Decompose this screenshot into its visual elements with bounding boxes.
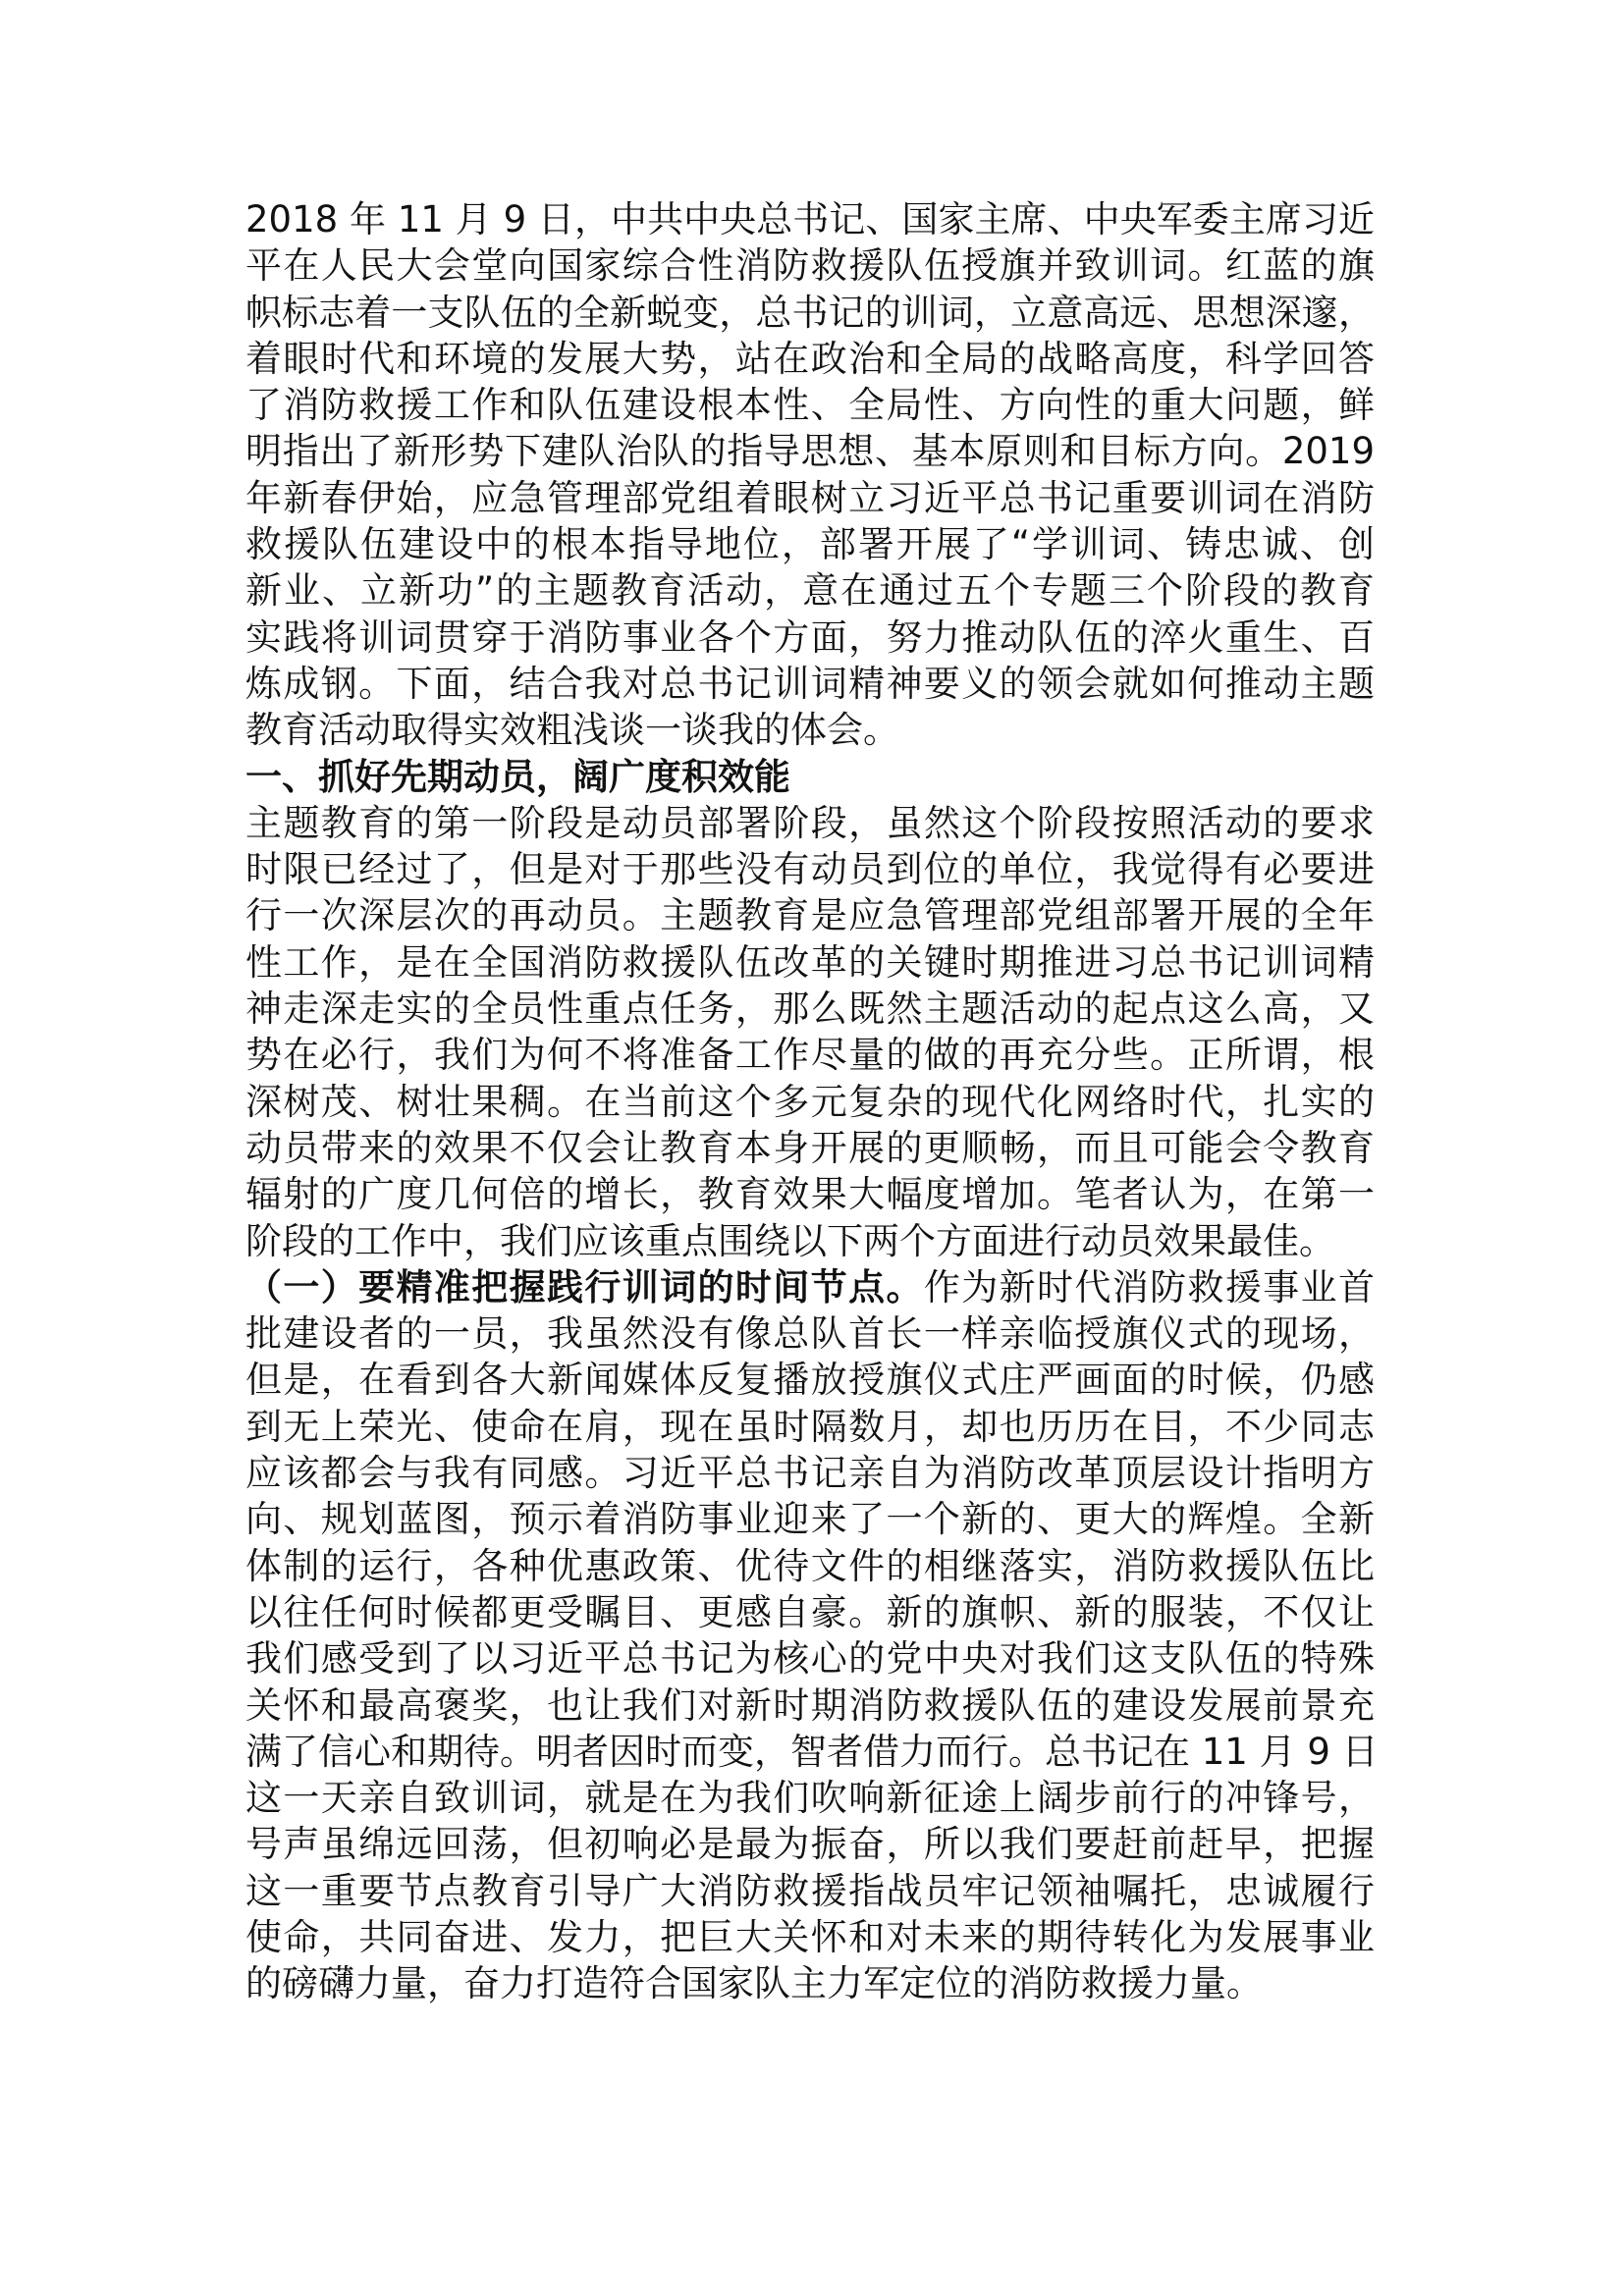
text-line: 明指出了新形势下建队治队的指导思想、基本原则和目标方向。2019 — [245, 430, 1375, 473]
text-line: 应该都会与我有同感。习近平总书记亲自为消防改革顶层设计指明方 — [245, 1452, 1375, 1495]
text-line: 以往任何时候都更受瞩目、更感自豪。新的旗帜、新的服装，不仅让 — [245, 1590, 1375, 1633]
subsection-lead-text: 作为新时代消防救援事业首 — [923, 1265, 1375, 1308]
text-line: 的磅礴力量，奋力打造符合国家队主力军定位的消防救援力量。 — [245, 1962, 1263, 2005]
document-page — [245, 196, 1379, 2007]
text-line: 动员带来的效果不仅会让教育本身开展的更顺畅，而且可能会令教育 — [245, 1126, 1375, 1169]
text-line: 了消防救援工作和队伍建设根本性、全局性、方向性的重大问题，鲜 — [245, 384, 1375, 427]
text-line: 辐射的广度几何倍的增长，教育效果大幅度增加。笔者认为，在第一 — [245, 1173, 1375, 1216]
text-line: 到无上荣光、使命在肩，现在虽时隔数月，却也历历在目，不少同志 — [245, 1405, 1375, 1448]
section-paragraph — [245, 800, 1375, 1264]
text-line: 势在必行，我们为何不将准备工作尽量的做的再充分些。正所谓，根 — [245, 1034, 1375, 1077]
text-line: 年新春伊始，应急管理部党组着眼树立习近平总书记重要训词在消防 — [245, 476, 1375, 519]
text-line: 批建设者的一员，我虽然没有像总队首长一样亲临授旗仪式的现场， — [245, 1312, 1375, 1356]
text-line: 时限已经过了，但是对于那些没有动员到位的单位，我觉得有必要进 — [245, 848, 1375, 891]
text-line: 炼成钢。下面，结合我对总书记训词精神要义的领会就如何推动主题 — [245, 662, 1375, 705]
text-line: 新业、立新功”的主题教育活动，意在通过五个专题三个阶段的教育 — [245, 569, 1375, 613]
text-line: 深树茂、树壮果稠。在当前这个多元复杂的现代化网络时代，扎实的 — [245, 1080, 1375, 1123]
text-line: 关怀和最高褒奖，也让我们对新时期消防救援队伍的建设发展前景充 — [245, 1683, 1375, 1727]
text-line: 这一天亲自致训词，就是在为我们吹响新征途上阔步前行的冲锋号， — [245, 1777, 1375, 1820]
subsection-heading: （一）要精准把握践行训词的时间节点。 — [245, 1265, 924, 1308]
text-line: 帜标志着一支队伍的全新蜕变，总书记的训词，立意高远、思想深邃， — [245, 291, 1375, 334]
text-line: 使命，共同奋进、发力，把巨大关怀和对未来的期待转化为发展事业 — [245, 1915, 1375, 1958]
text-line: 主题教育的第一阶段是动员部署阶段，虽然这个阶段按照活动的要求 — [245, 801, 1375, 844]
text-line: 性工作，是在全国消防救援队伍改革的关键时期推进习总书记训词精 — [245, 940, 1375, 984]
text-line — [245, 1264, 1375, 1310]
text-line: 神走深走实的全员性重点任务，那么既然主题活动的起点这么高，又 — [245, 988, 1375, 1031]
text-line: 2018 年 11 月 9 日，中共中央总书记、国家主席、中央军委主席习近 — [245, 198, 1375, 240]
text-line: 这一重要节点教育引导广大消防救援指战员牢记领袖嘱托，忠诚履行 — [245, 1869, 1375, 1912]
text-line: 救援队伍建设中的根本指导地位，部署开展了“学训词、铸忠诚、创 — [245, 523, 1375, 566]
text-line: 平在人民大会堂向国家综合性消防救援队伍授旗并致训词。红蓝的旗 — [245, 244, 1375, 288]
intro-paragraph — [245, 196, 1375, 754]
subsection-paragraph — [245, 1264, 1379, 2007]
text-line: 向、规划蓝图，预示着消防事业迎来了一个新的、更大的辉煌。全新 — [245, 1498, 1375, 1541]
section-heading: 一、抓好先期动员，阔广度积效能 — [245, 755, 790, 798]
text-line: 号声虽绵远回荡，但初响必是最为振奋，所以我们要赶前赶早，把握 — [245, 1823, 1375, 1866]
text-line: 但是，在看到各大新闻媒体反复播放授旗仪式庄严画面的时候，仍感 — [245, 1359, 1375, 1402]
text-line: 实践将训词贯穿于消防事业各个方面，努力推动队伍的淬火重生、百 — [245, 615, 1375, 659]
text-line: 教育活动取得实效粗浅谈一谈我的体会。 — [245, 709, 899, 752]
text-line: 着眼时代和环境的发展大势，站在政治和全局的战略高度，科学回答 — [245, 337, 1375, 380]
text-line: 体制的运行，各种优惠政策、优待文件的相继落实，消防救援队伍比 — [245, 1544, 1375, 1587]
text-line: 行一次深层次的再动员。主题教育是应急管理部党组部署开展的全年 — [245, 894, 1375, 937]
text-line: 我们感受到了以习近平总书记为核心的党中央对我们这支队伍的特殊 — [245, 1637, 1375, 1681]
text-line: 阶段的工作中，我们应该重点围绕以下两个方面进行动员效果最佳。 — [245, 1219, 1335, 1262]
text-line: 满了信心和期待。明者因时而变，智者借力而行。总书记在 11 月 9 日 — [245, 1730, 1379, 1773]
